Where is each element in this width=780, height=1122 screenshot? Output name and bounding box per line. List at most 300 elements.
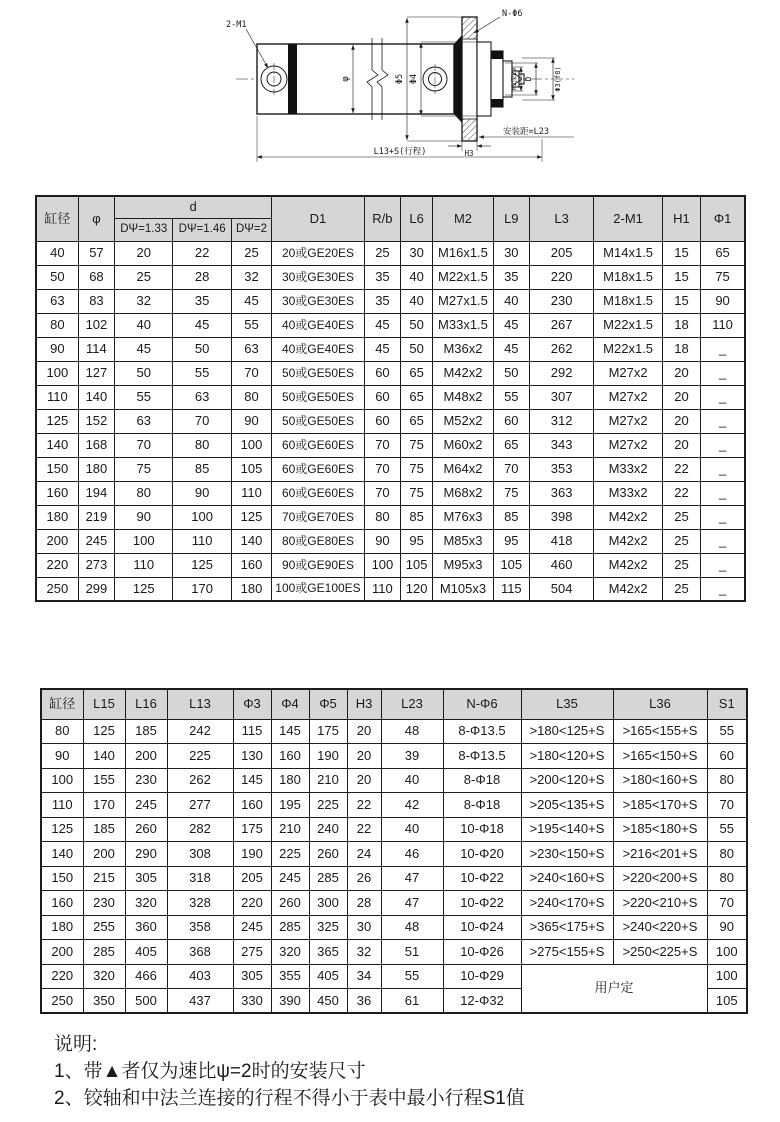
table-row — [36, 361, 745, 385]
table-row — [36, 457, 745, 481]
table-cell: 80 — [173, 433, 231, 457]
table-cell: 330 — [233, 989, 271, 1014]
table-cell: M33x2 — [594, 481, 662, 505]
table-cell: M27x2 — [594, 433, 662, 457]
table-cell: 46 — [381, 842, 443, 867]
table-cell: 50 — [401, 313, 433, 337]
table-cell: >216<201+S — [613, 842, 707, 867]
table-cell: 150 — [36, 457, 78, 481]
column-header: DΨ=2 — [231, 218, 271, 241]
table-cell: 55 — [707, 719, 747, 744]
table-cell: 15 — [662, 241, 700, 265]
table-cell: 20或GE20ES — [272, 241, 365, 265]
table-cell: M22x1.5 — [594, 337, 662, 361]
table-cell: 80或GE80ES — [272, 529, 365, 553]
table-cell: 220 — [529, 265, 593, 289]
table-row — [36, 577, 745, 601]
table-cell: 355 — [271, 964, 309, 989]
table-cell: 105 — [493, 553, 529, 577]
middle-flange — [454, 17, 477, 141]
table-cell: 75 — [115, 457, 173, 481]
table-cell: 80 — [36, 313, 78, 337]
table-cell: 10-Φ29 — [443, 964, 521, 989]
table-cell: 50或GE50ES — [272, 385, 365, 409]
table-cell: 215 — [83, 866, 125, 891]
table-cell: 102 — [78, 313, 114, 337]
table-cell: M16x1.5 — [433, 241, 493, 265]
table-cell: _ — [701, 481, 745, 505]
table-cell: 290 — [125, 842, 167, 867]
table-cell: M27x2 — [594, 385, 662, 409]
table-cell: 300 — [309, 891, 347, 916]
table-cell: 267 — [529, 313, 593, 337]
column-header: R/b — [364, 196, 400, 241]
table-cell: 61 — [381, 989, 443, 1014]
table-cell: >205<135+S — [521, 793, 613, 818]
table-cell: _ — [701, 337, 745, 361]
table-cell: 460 — [529, 553, 593, 577]
table-cell: _ — [701, 433, 745, 457]
table-cell: 70 — [707, 891, 747, 916]
table-cell: _ — [701, 577, 745, 601]
table-cell: 262 — [167, 768, 233, 793]
table-cell: 260 — [125, 817, 167, 842]
table-cell: 225 — [167, 744, 233, 769]
table-cell: 60或GE60ES — [272, 481, 365, 505]
table-cell: 250 — [41, 989, 83, 1014]
table-cell: 25 — [662, 529, 700, 553]
table-cell: 63 — [36, 289, 78, 313]
table-cell: 504 — [529, 577, 593, 601]
table-cell: 245 — [125, 793, 167, 818]
table-cell: 200 — [83, 842, 125, 867]
table-cell: 20 — [347, 719, 381, 744]
table-cell: 80 — [707, 768, 747, 793]
table-cell: 65 — [401, 409, 433, 433]
table-cell: 70或GE70ES — [272, 505, 365, 529]
overall-length-label: L13+S(行程) — [373, 147, 427, 157]
column-header: L13 — [167, 689, 233, 719]
table-cell: 30 — [347, 915, 381, 940]
table-cell: 90 — [364, 529, 400, 553]
column-header: N-Φ6 — [443, 689, 521, 719]
table-cell: 219 — [78, 505, 114, 529]
table-cell: 152 — [78, 409, 114, 433]
table-cell: 200 — [36, 529, 78, 553]
flange-holes-label: N-Φ6 — [502, 9, 523, 19]
table-cell: >185<170+S — [613, 793, 707, 818]
table-cell: 405 — [125, 940, 167, 965]
table-cell: 40或GE40ES — [272, 337, 365, 361]
table-cell: 168 — [78, 433, 114, 457]
table-cell: 25 — [115, 265, 173, 289]
table-cell: 175 — [233, 817, 271, 842]
table-cell: 175 — [309, 719, 347, 744]
table-cell: 75 — [493, 481, 529, 505]
table-cell: 83 — [78, 289, 114, 313]
column-header: φ — [78, 196, 114, 241]
table-cell: 210 — [309, 768, 347, 793]
table-cell: 32 — [231, 265, 271, 289]
notes-title: 说明: — [54, 1034, 98, 1055]
spec-table-upper-body — [36, 241, 745, 601]
table-cell: 85 — [173, 457, 231, 481]
table-cell: 110 — [364, 577, 400, 601]
table-cell: >180<120+S — [521, 744, 613, 769]
table-cell: 90 — [231, 409, 271, 433]
table-cell: 75 — [401, 481, 433, 505]
table-cell: 55 — [707, 817, 747, 842]
table-cell: 45 — [493, 313, 529, 337]
table-cell: 8-Φ13.5 — [443, 719, 521, 744]
table-cell: 10-Φ18 — [443, 817, 521, 842]
table-cell: 20 — [347, 768, 381, 793]
table-cell: M42x2 — [433, 361, 493, 385]
table-cell: 20 — [347, 744, 381, 769]
table-row — [36, 433, 745, 457]
phi3-label: Φ3(f8) — [554, 66, 562, 92]
column-header: L3 — [529, 196, 593, 241]
table-cell: 34 — [347, 964, 381, 989]
table-cell: 35 — [173, 289, 231, 313]
table-cell: >180<125+S — [521, 719, 613, 744]
column-header: L15 — [83, 689, 125, 719]
table-cell: 368 — [167, 940, 233, 965]
table-cell: 155 — [83, 768, 125, 793]
column-header: Φ4 — [271, 689, 309, 719]
table-cell: 320 — [125, 891, 167, 916]
table-cell: 20 — [662, 385, 700, 409]
table-row — [41, 744, 747, 769]
table-cell: 285 — [83, 940, 125, 965]
table-cell: 90 — [36, 337, 78, 361]
table-cell: 110 — [701, 313, 745, 337]
table-cell: 8-Φ18 — [443, 768, 521, 793]
table-cell: 15 — [662, 289, 700, 313]
table-cell: _ — [701, 385, 745, 409]
table-cell: 365 — [309, 940, 347, 965]
table-cell: 45 — [364, 313, 400, 337]
table-cell: 115 — [233, 719, 271, 744]
table-cell: 60或GE60ES — [272, 457, 365, 481]
table-cell: M22x1.5 — [433, 265, 493, 289]
table-row — [41, 842, 747, 867]
table-row — [36, 385, 745, 409]
table-cell: 40 — [401, 265, 433, 289]
table-cell: 150 — [41, 866, 83, 891]
table-cell: 225 — [271, 842, 309, 867]
table-cell: 30 — [401, 241, 433, 265]
rod-thread-label: M2深L9 — [510, 67, 518, 91]
column-header: 缸径 — [36, 196, 78, 241]
table-cell: 35 — [364, 289, 400, 313]
table-cell: 110 — [173, 529, 231, 553]
table-cell: 185 — [125, 719, 167, 744]
table-cell: 110 — [36, 385, 78, 409]
table-cell: 180 — [271, 768, 309, 793]
table-cell: 125 — [83, 719, 125, 744]
table-cell: M27x2 — [594, 409, 662, 433]
table-cell: 80 — [364, 505, 400, 529]
table-cell: M36x2 — [433, 337, 493, 361]
table-row — [41, 915, 747, 940]
table-cell: >200<120+S — [521, 768, 613, 793]
table-cell: _ — [701, 553, 745, 577]
table-cell: M33x1.5 — [433, 313, 493, 337]
table-cell: 60或GE60ES — [272, 433, 365, 457]
table-cell: 255 — [83, 915, 125, 940]
table-cell: 125 — [231, 505, 271, 529]
table-row — [36, 409, 745, 433]
table-cell: >275<155+S — [521, 940, 613, 965]
table-cell: 55 — [173, 361, 231, 385]
table-cell: 450 — [309, 989, 347, 1014]
table-cell: 245 — [233, 915, 271, 940]
table-cell: 70 — [364, 457, 400, 481]
table-cell: M14x1.5 — [594, 241, 662, 265]
note-item-2: 2、铰轴和中法兰连接的行程不得小于表中最小行程S1值 — [54, 1088, 525, 1109]
table-cell: 90 — [707, 915, 747, 940]
table-cell: 60 — [493, 409, 529, 433]
table-cell: 25 — [662, 553, 700, 577]
table-cell: 360 — [125, 915, 167, 940]
table-cell: 100 — [707, 940, 747, 965]
table-cell: 308 — [167, 842, 233, 867]
notes-block — [54, 1031, 525, 1112]
table-cell: 105 — [707, 989, 747, 1014]
table-cell: 220 — [41, 964, 83, 989]
table-cell: 12-Φ32 — [443, 989, 521, 1014]
table-cell: 47 — [381, 866, 443, 891]
table-cell: M48x2 — [433, 385, 493, 409]
table-cell: 318 — [167, 866, 233, 891]
table-cell: 85 — [493, 505, 529, 529]
table-cell: 307 — [529, 385, 593, 409]
table-cell: 260 — [309, 842, 347, 867]
table-cell: 70 — [364, 433, 400, 457]
table-cell: 125 — [36, 409, 78, 433]
table-cell: 398 — [529, 505, 593, 529]
column-header: S1 — [707, 689, 747, 719]
table-cell: 110 — [231, 481, 271, 505]
table-cell: 28 — [173, 265, 231, 289]
table-cell: _ — [701, 409, 745, 433]
bore-label: φ — [341, 76, 351, 82]
column-header: D1 — [272, 196, 365, 241]
table-cell: 200 — [125, 744, 167, 769]
table-cell: M27x1.5 — [433, 289, 493, 313]
table-cell: 105 — [231, 457, 271, 481]
table-cell: 125 — [173, 553, 231, 577]
table-cell: 40 — [36, 241, 78, 265]
column-header: L16 — [125, 689, 167, 719]
table-cell: 282 — [167, 817, 233, 842]
table-cell: 60 — [364, 361, 400, 385]
table-cell: >240<170+S — [521, 891, 613, 916]
column-header: H1 — [662, 196, 700, 241]
table-cell: >180<160+S — [613, 768, 707, 793]
table-cell: 60 — [364, 409, 400, 433]
table-cell: 225 — [309, 793, 347, 818]
column-header: DΨ=1.46 — [173, 218, 231, 241]
table-cell: 140 — [41, 842, 83, 867]
table-cell: 20 — [662, 433, 700, 457]
table-cell: 125 — [41, 817, 83, 842]
table-cell: 30或GE30ES — [272, 265, 365, 289]
table-row — [36, 505, 745, 529]
table-cell: M42x2 — [594, 553, 662, 577]
table-cell: 70 — [173, 409, 231, 433]
table-cell: 110 — [115, 553, 173, 577]
table-cell: 100 — [115, 529, 173, 553]
table-cell: 85 — [401, 505, 433, 529]
table-cell: 277 — [167, 793, 233, 818]
table-cell: M85x3 — [433, 529, 493, 553]
table-cell: 245 — [271, 866, 309, 891]
table-cell: 70 — [115, 433, 173, 457]
table-cell: 75 — [401, 457, 433, 481]
table-row — [41, 793, 747, 818]
table-cell: 51 — [381, 940, 443, 965]
table-cell: 55 — [115, 385, 173, 409]
table-cell: 145 — [271, 719, 309, 744]
table-cell: 194 — [78, 481, 114, 505]
table-cell: 55 — [381, 964, 443, 989]
table-cell: 50 — [173, 337, 231, 361]
spec-table-lower — [40, 688, 748, 1014]
table-cell: 405 — [309, 964, 347, 989]
table-cell: 50或GE50ES — [272, 361, 365, 385]
table-row — [41, 719, 747, 744]
table-cell: 90 — [115, 505, 173, 529]
table-cell: 245 — [78, 529, 114, 553]
table-cell: 250 — [36, 577, 78, 601]
table-cell: 32 — [115, 289, 173, 313]
table-cell: 230 — [83, 891, 125, 916]
table-cell: M42x2 — [594, 529, 662, 553]
table-cell: 170 — [173, 577, 231, 601]
table-cell: 48 — [381, 719, 443, 744]
table-cell: 90 — [41, 744, 83, 769]
column-header: H3 — [347, 689, 381, 719]
table-cell: 273 — [78, 553, 114, 577]
table-cell: M68x2 — [433, 481, 493, 505]
table-row — [36, 529, 745, 553]
table-cell: 100或GE100ES — [272, 577, 365, 601]
table-cell: 30 — [493, 241, 529, 265]
table-cell: 328 — [167, 891, 233, 916]
table-cell: 47 — [381, 891, 443, 916]
column-header: DΨ=1.33 — [115, 218, 173, 241]
table-cell: 160 — [233, 793, 271, 818]
table-cell: 80 — [707, 842, 747, 867]
table-cell: 70 — [493, 457, 529, 481]
table-cell: 140 — [231, 529, 271, 553]
table-cell: >165<155+S — [613, 719, 707, 744]
spec-table-lower-head — [41, 689, 747, 719]
table-cell: 22 — [173, 241, 231, 265]
table-cell: 100 — [36, 361, 78, 385]
table-cell: 190 — [309, 744, 347, 769]
table-cell: 100 — [231, 433, 271, 457]
table-cell: 50 — [493, 361, 529, 385]
column-header: L6 — [401, 196, 433, 241]
table-cell: 90 — [701, 289, 745, 313]
table-cell: M52x2 — [433, 409, 493, 433]
seal-band — [288, 44, 297, 114]
table-cell: 65 — [701, 241, 745, 265]
table-cell: 35 — [364, 265, 400, 289]
table-cell: 10-Φ22 — [443, 866, 521, 891]
table-cell: 70 — [231, 361, 271, 385]
table-cell: 160 — [36, 481, 78, 505]
table-cell: 42 — [381, 793, 443, 818]
table-cell: 325 — [309, 915, 347, 940]
table-row — [41, 817, 747, 842]
table-cell: 40 — [115, 313, 173, 337]
table-cell: 358 — [167, 915, 233, 940]
table-cell: 95 — [493, 529, 529, 553]
table-cell: 418 — [529, 529, 593, 553]
table-cell: 80 — [231, 385, 271, 409]
table-cell: 18 — [662, 337, 700, 361]
table-cell: 350 — [83, 989, 125, 1014]
table-cell: 75 — [701, 265, 745, 289]
table-row — [36, 481, 745, 505]
table-cell: >365<175+S — [521, 915, 613, 940]
port-label: 2-M1 — [226, 20, 247, 30]
table-cell: 220 — [36, 553, 78, 577]
table-cell: 100 — [173, 505, 231, 529]
table-cell: 60 — [707, 744, 747, 769]
table-row — [41, 891, 747, 916]
table-cell: 22 — [662, 481, 700, 505]
table-cell: 390 — [271, 989, 309, 1014]
table-cell: 30或GE30ES — [272, 289, 365, 313]
table-cell: M18x1.5 — [594, 289, 662, 313]
table-cell: 39 — [381, 744, 443, 769]
table-cell: 28 — [347, 891, 381, 916]
phi4-label: Φ4 — [409, 73, 419, 85]
table-cell: 20 — [662, 361, 700, 385]
table-cell: 140 — [78, 385, 114, 409]
table-cell: 90 — [173, 481, 231, 505]
table-cell: M42x2 — [594, 577, 662, 601]
table-cell: 320 — [271, 940, 309, 965]
table-cell: 50 — [401, 337, 433, 361]
table-cell: 35 — [493, 265, 529, 289]
table-row — [36, 553, 745, 577]
table-cell: M95x3 — [433, 553, 493, 577]
table-cell: M64x2 — [433, 457, 493, 481]
table-cell: 22 — [347, 793, 381, 818]
table-cell: 32 — [347, 940, 381, 965]
column-header: L35 — [521, 689, 613, 719]
table-cell: 190 — [233, 842, 271, 867]
table-cell: 10-Φ20 — [443, 842, 521, 867]
table-cell: >220<210+S — [613, 891, 707, 916]
table-cell: _ — [701, 529, 745, 553]
table-cell: 63 — [173, 385, 231, 409]
table-cell: >195<140+S — [521, 817, 613, 842]
table-cell: 353 — [529, 457, 593, 481]
table-cell: 437 — [167, 989, 233, 1014]
table-cell: 100 — [364, 553, 400, 577]
table-cell: 140 — [83, 744, 125, 769]
table-cell: 200 — [41, 940, 83, 965]
spec-table-upper — [35, 195, 746, 602]
table-cell: 40 — [401, 289, 433, 313]
